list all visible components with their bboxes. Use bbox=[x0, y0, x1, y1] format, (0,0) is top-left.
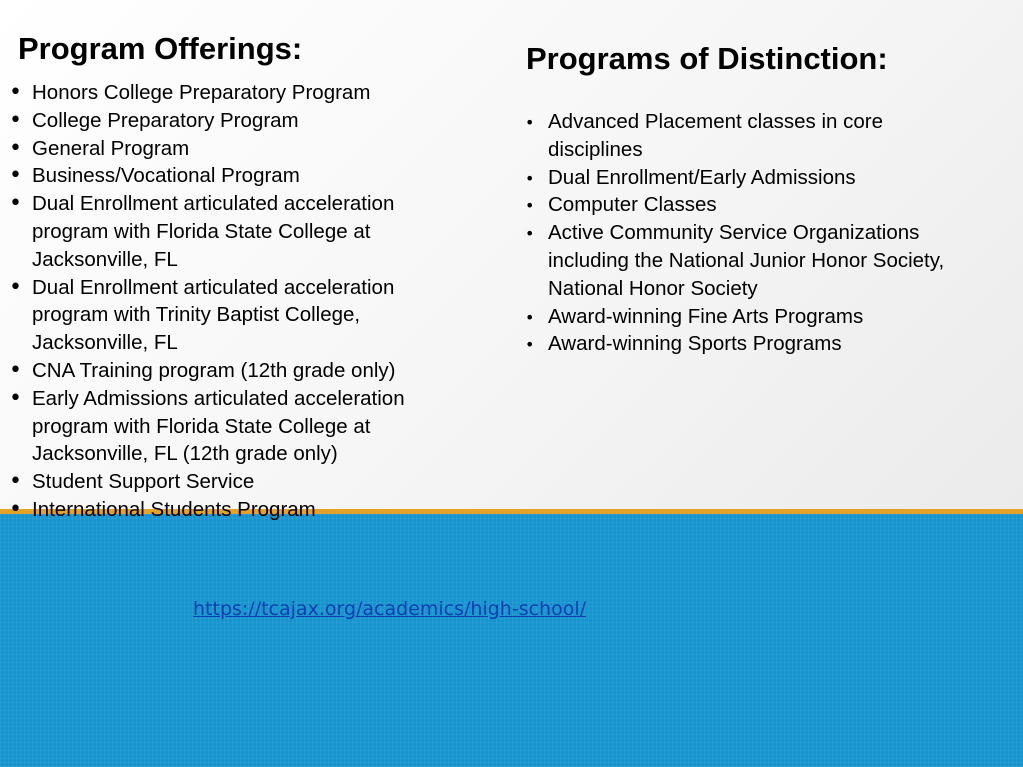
list-item: • Business/Vocational Program bbox=[9, 162, 459, 190]
blue-footer-band bbox=[0, 514, 1023, 767]
list-item: • Dual Enrollment articulated acceleration program with Florida State College at Jacksonville, FL bbox=[9, 190, 459, 273]
list-item: • CNA Training program (12th grade only) bbox=[9, 357, 459, 385]
list-item: • Active Community Service Organizations including the National Junior Honor Society, National Honor Society bbox=[525, 219, 945, 302]
list-item: • Dual Enrollment/Early Admissions bbox=[525, 164, 945, 192]
list-item: • Dual Enrollment articulated acceleration program with Trinity Baptist College, Jacksonville, FL bbox=[9, 274, 459, 357]
source-link[interactable]: https://tcajax.org/academics/high-school/ bbox=[193, 598, 587, 620]
list-item: • International Students Program bbox=[9, 496, 459, 524]
program-offerings-heading: Program Offerings: bbox=[18, 31, 303, 66]
programs-of-distinction-list bbox=[525, 108, 945, 358]
list-item: • Advanced Placement classes in core disciplines bbox=[525, 108, 945, 164]
list-item: • Early Admissions articulated acceleration program with Florida State College at Jacksonville, FL (12th grade only) bbox=[9, 385, 459, 468]
list-item: • Honors College Preparatory Program bbox=[9, 79, 459, 107]
list-item: • College Preparatory Program bbox=[9, 107, 459, 135]
list-item: • Student Support Service bbox=[9, 468, 459, 496]
list-item: • Award-winning Fine Arts Programs bbox=[525, 303, 945, 331]
program-offerings-list bbox=[9, 79, 459, 524]
list-item: • Award-winning Sports Programs bbox=[525, 330, 945, 358]
list-item: • General Program bbox=[9, 135, 459, 163]
list-item: • Computer Classes bbox=[525, 191, 945, 219]
programs-of-distinction-heading: Programs of Distinction: bbox=[526, 41, 888, 76]
